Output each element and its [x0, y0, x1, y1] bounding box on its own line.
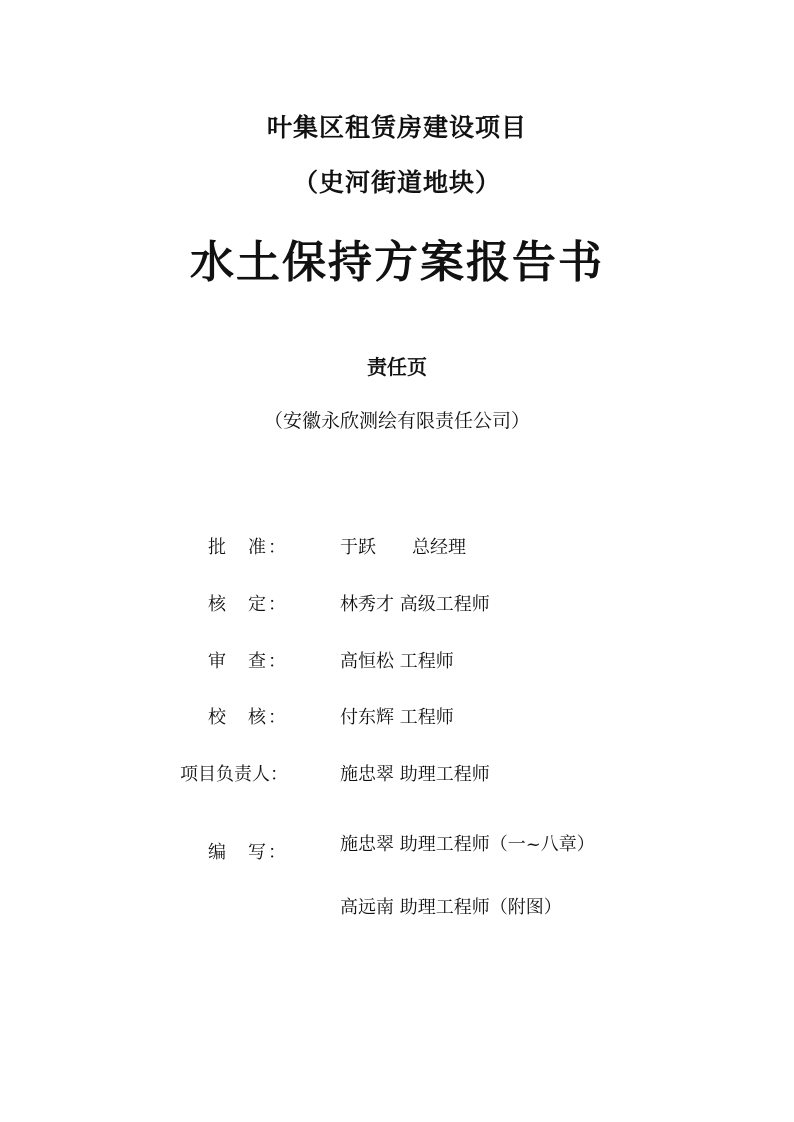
person-name: 施忠翠 助理工程师（一~八章）: [340, 834, 595, 855]
role-label: 校 核：: [208, 707, 288, 728]
project-subtitle: （史河街道地块）: [292, 168, 501, 197]
person-name: 付东辉 工程师: [340, 707, 454, 728]
project-title: 叶集区租赁房建设项目: [266, 113, 527, 142]
company-name: （安徽永欣测绘有限责任公司）: [263, 410, 530, 432]
role-label: 审 查：: [208, 651, 288, 672]
author-person-row-2: [0, 893, 794, 923]
check-row: [0, 703, 794, 733]
review-row: [0, 647, 794, 677]
project-lead-row: [0, 760, 794, 790]
role-label: 编 写：: [208, 842, 288, 863]
person-name: 高恒松 工程师: [340, 651, 454, 672]
approval-row: [0, 533, 794, 563]
verification-row: [0, 590, 794, 620]
role-label: 项目负责人：: [180, 764, 288, 785]
person-name: 高远南 助理工程师（附图）: [340, 897, 562, 918]
author-person-row-1: [0, 830, 794, 860]
person-name: 施忠翠 助理工程师: [340, 764, 490, 785]
role-label: 批 准：: [208, 537, 288, 558]
role-label: 核 定：: [208, 594, 288, 615]
person-name: 林秀才 高级工程师: [340, 594, 490, 615]
responsibility-heading: 责任页: [367, 355, 427, 379]
person-name: 于跃 总经理: [340, 537, 466, 558]
document-title: 水土保持方案报告书: [190, 237, 604, 288]
